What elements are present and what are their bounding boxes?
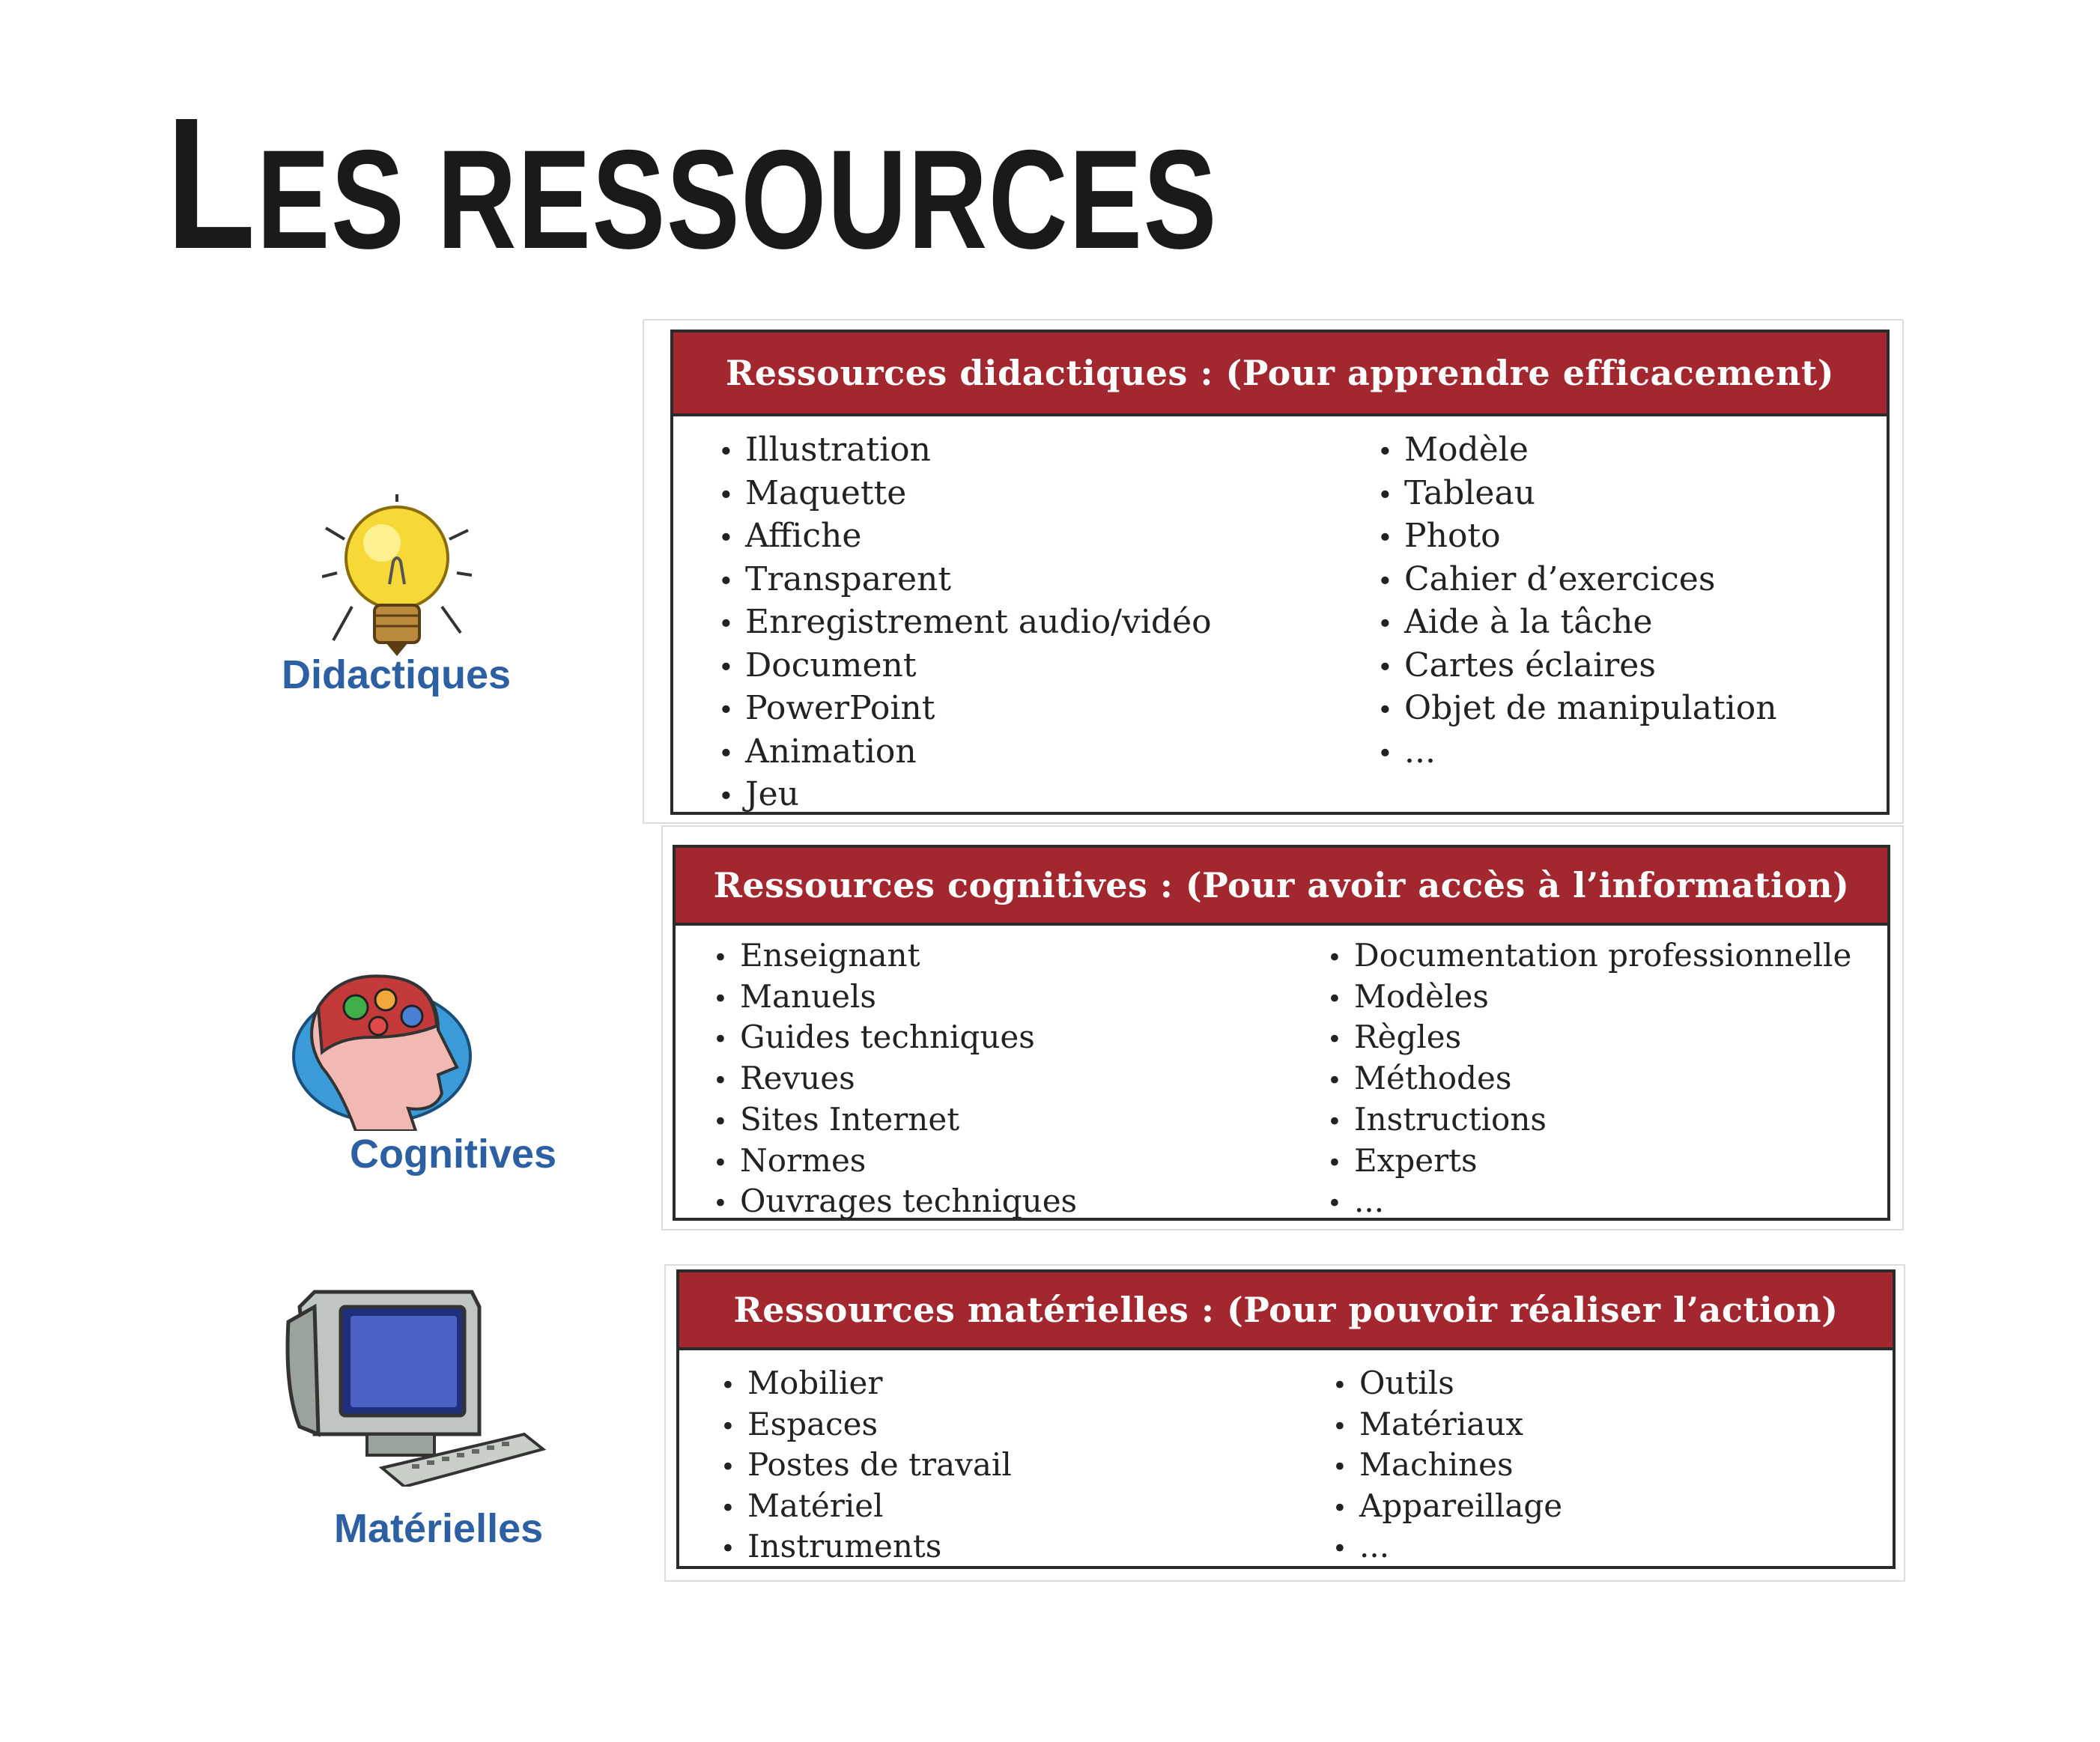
list-item: • Règles bbox=[1327, 1018, 1851, 1059]
list-item: • ... bbox=[1327, 1182, 1851, 1223]
list-item: • Photo bbox=[1377, 516, 1777, 559]
list-right bbox=[1332, 1364, 1562, 1568]
brain-gears-head-icon bbox=[288, 962, 476, 1131]
list-item: • Enregistrement audio/vidéo bbox=[718, 602, 1212, 646]
list-item: • ... bbox=[1377, 732, 1777, 775]
list-item: • Document bbox=[718, 646, 1212, 689]
list-item: • Revues bbox=[713, 1059, 1077, 1100]
title-initial: L bbox=[166, 79, 257, 288]
list-item: • Maquette bbox=[718, 473, 1212, 517]
list-item: • Sites Internet bbox=[713, 1100, 1077, 1141]
list-item: • Affiche bbox=[718, 516, 1212, 559]
list-item: • Illustration bbox=[718, 430, 1212, 473]
panel-materielles bbox=[676, 1269, 1896, 1569]
list-item: • Outils bbox=[1332, 1364, 1562, 1405]
list-item: • Manuels bbox=[713, 977, 1077, 1019]
panel-didactiques bbox=[670, 330, 1890, 815]
label-didactiques: Didactiques bbox=[282, 652, 512, 697]
list-item: • Modèles bbox=[1327, 977, 1851, 1019]
list-right bbox=[1327, 936, 1851, 1223]
list-item: • Postes de travail bbox=[720, 1445, 1012, 1487]
list-item: • Instruments bbox=[720, 1527, 1012, 1568]
label-materielles: Matérielles bbox=[334, 1506, 544, 1551]
list-item: • Mobilier bbox=[720, 1364, 1012, 1405]
panel-header: Ressources matérielles : (Pour pouvoir réaliser l’action) bbox=[679, 1272, 1893, 1350]
list-item: • Cartes éclaires bbox=[1377, 646, 1777, 689]
list-item: • Objet de manipulation bbox=[1377, 688, 1777, 732]
light-bulb-icon bbox=[322, 494, 472, 659]
list-item: • PowerPoint bbox=[718, 688, 1212, 732]
list-item: • Méthodes bbox=[1327, 1059, 1851, 1100]
list-item: • Documentation professionnelle bbox=[1327, 936, 1851, 977]
list-item: • Ouvrages techniques bbox=[713, 1182, 1077, 1223]
list-item: • ... bbox=[1332, 1527, 1562, 1568]
panel-header: Ressources didactiques : (Pour apprendre efficacement) bbox=[673, 333, 1887, 416]
list-item: • Experts bbox=[1327, 1141, 1851, 1183]
list-item: • Tableau bbox=[1377, 473, 1777, 517]
list-left bbox=[713, 936, 1077, 1223]
list-left bbox=[718, 430, 1212, 818]
list-item: • Normes bbox=[713, 1141, 1077, 1183]
list-item: • Jeu bbox=[718, 774, 1212, 818]
list-left bbox=[720, 1364, 1012, 1568]
list-item: • Instructions bbox=[1327, 1100, 1851, 1141]
list-item: • Transparent bbox=[718, 559, 1212, 603]
list-item: • Matériel bbox=[720, 1487, 1012, 1528]
panel-header: Ressources cognitives : (Pour avoir accès à l’information) bbox=[676, 848, 1887, 926]
list-item: • Machines bbox=[1332, 1445, 1562, 1487]
label-cognitives: Cognitives bbox=[350, 1132, 557, 1177]
list-item: • Aide à la tâche bbox=[1377, 602, 1777, 646]
list-item: • Guides techniques bbox=[713, 1018, 1077, 1059]
list-item: • Appareillage bbox=[1332, 1487, 1562, 1528]
list-item: • Espaces bbox=[720, 1405, 1012, 1446]
computer-icon bbox=[285, 1277, 547, 1487]
list-item: • Enseignant bbox=[713, 936, 1077, 977]
list-item: • Modèle bbox=[1377, 430, 1777, 473]
list-item: • Animation bbox=[718, 732, 1212, 775]
page-title bbox=[166, 79, 1219, 288]
title-rest: ES RESSOURCES bbox=[256, 121, 1219, 278]
panel-cognitives bbox=[673, 845, 1890, 1221]
list-right bbox=[1377, 430, 1777, 774]
list-item: • Cahier d’exercices bbox=[1377, 559, 1777, 603]
list-item: • Matériaux bbox=[1332, 1405, 1562, 1446]
